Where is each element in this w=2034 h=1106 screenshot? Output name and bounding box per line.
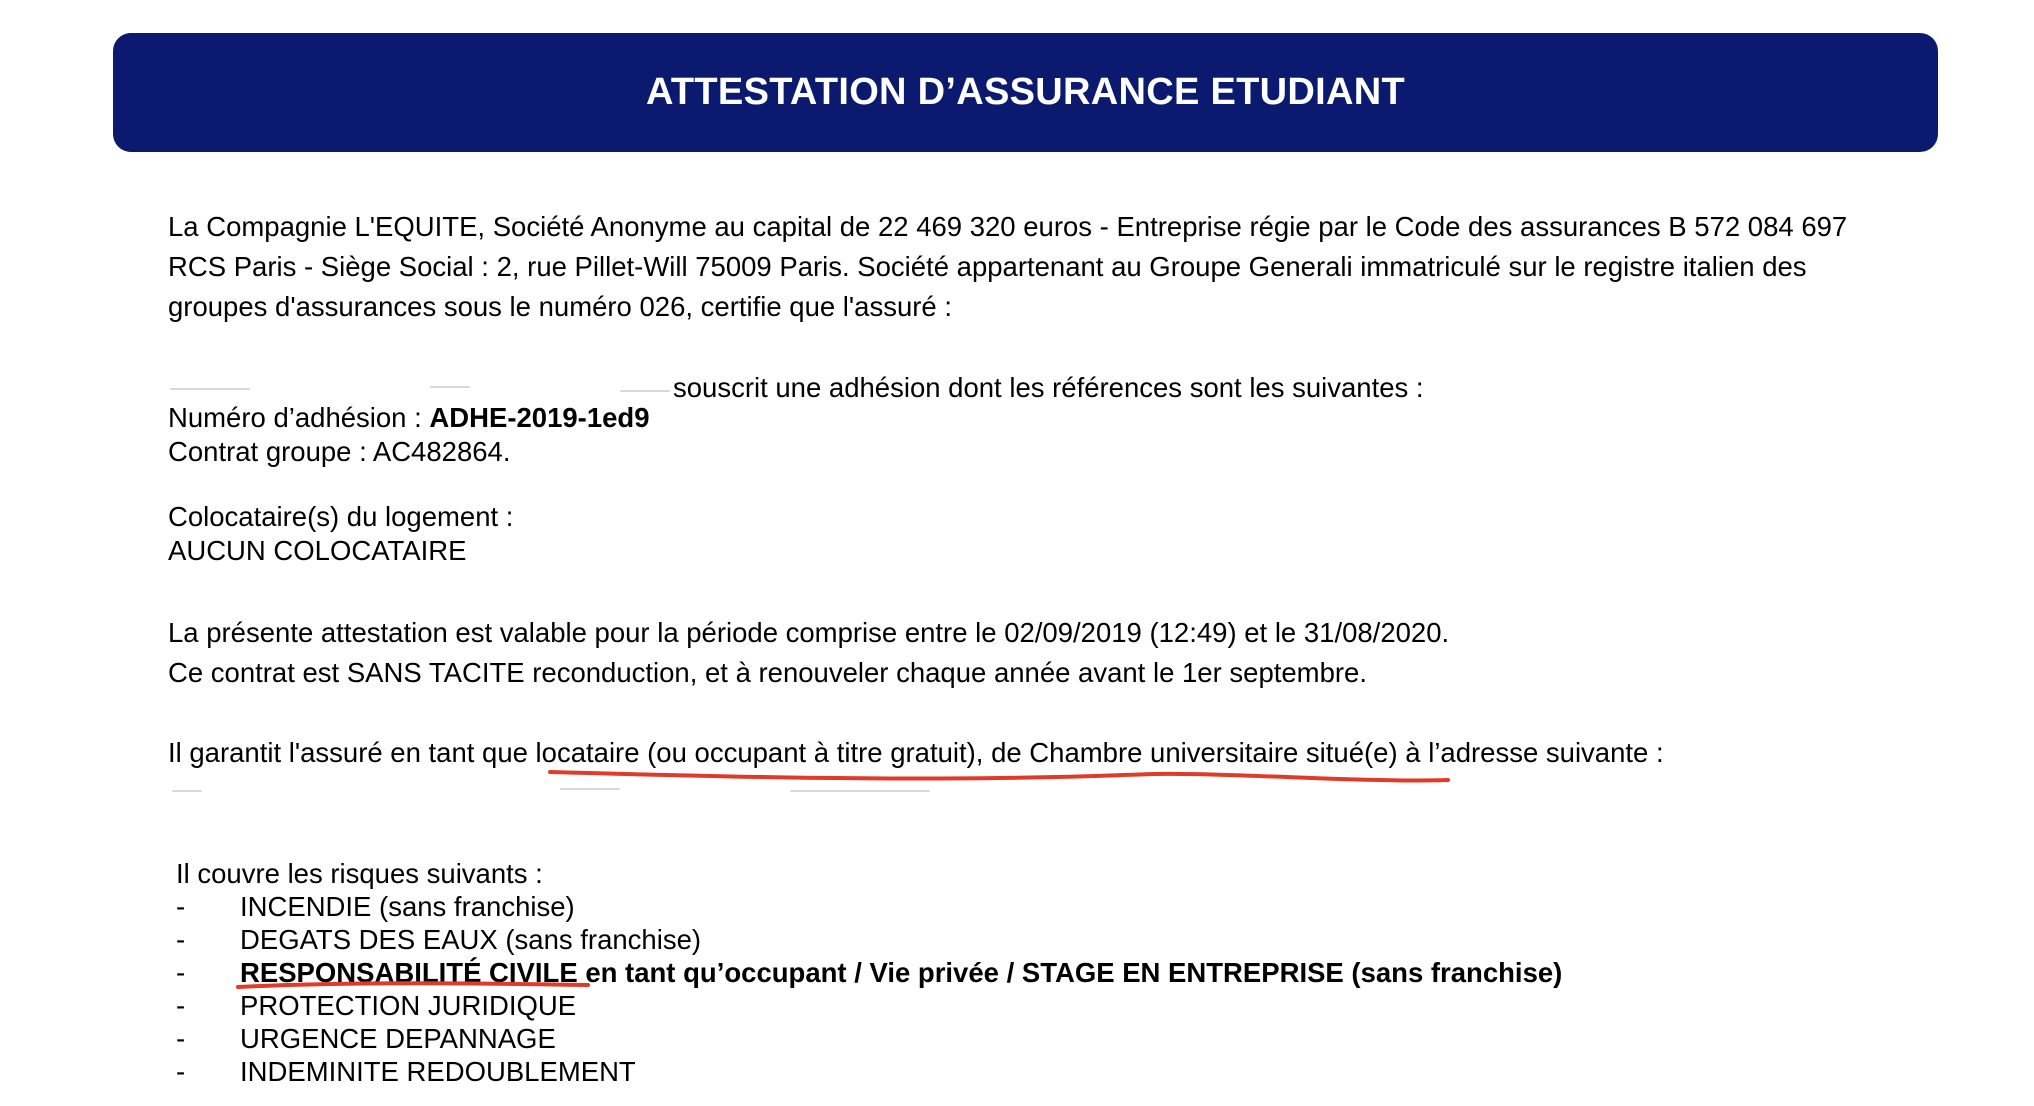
redacted-address — [790, 790, 930, 792]
roommates-value: AUCUN COLOCATAIRE — [168, 535, 467, 566]
list-item — [176, 890, 1562, 923]
list-item — [176, 1022, 1562, 1055]
risk-emergency-repair: URGENCE DEPANNAGE — [240, 1023, 556, 1054]
redaction-mark — [170, 388, 250, 390]
list-item — [176, 956, 1562, 989]
underline-annotation-accommodation — [550, 772, 1448, 780]
risk-civil-liability-detail: en tant qu’occupant / Vie privée / STAGE EN ENTREPRISE (sans franchise) — [577, 957, 1563, 988]
list-dash: - — [176, 957, 186, 988]
list-item — [176, 1055, 1562, 1088]
adhesion-number-label: Numéro d’adhésion : — [168, 402, 430, 433]
list-dash: - — [176, 990, 186, 1021]
contract-line: Contrat groupe : AC482864. — [168, 436, 511, 467]
validity-line-1: La présente attestation est valable pour la période comprise entre le 02/09/2019 (12:49) et le 31/08/2020. — [168, 617, 1450, 648]
risks-intro: Il couvre les risques suivants : — [176, 858, 543, 889]
risk-legal-protection: PROTECTION JURIDIQUE — [240, 990, 577, 1021]
risk-civil-liability: RESPONSABILITÉ CIVILE — [240, 957, 578, 988]
list-dash: - — [176, 891, 186, 922]
validity-line-2: Ce contrat est SANS TACITE reconduction, et à renouveler chaque année avant le 1er septembre. — [168, 657, 1367, 688]
adhesion-number-value: ADHE-2019-1ed9 — [429, 402, 650, 433]
roommates-label: Colocataire(s) du logement : — [168, 501, 514, 532]
intro-line-1: La Compagnie L'EQUITE, Société Anonyme au capital de 22 469 320 euros - Entreprise régie par le Code des assurances B 572 084 697 — [168, 211, 1848, 242]
list-item — [176, 923, 1562, 956]
risk-water-damage: DEGATS DES EAUX (sans franchise) — [240, 924, 702, 955]
list-dash: - — [176, 1056, 186, 1087]
redaction-mark — [430, 386, 470, 388]
intro-line-3: groupes d'assurances sous le numéro 026, certifie que l'assuré : — [168, 291, 952, 322]
guarantee-line: Il garantit l'assuré en tant que locataire (ou occupant à titre gratuit), de Chambre universitaire situé(e) à l’adresse suivante : — [168, 737, 1664, 768]
title-banner — [113, 33, 1938, 152]
redacted-address — [560, 788, 620, 790]
subscription-text: souscrit une adhésion dont les références sont les suivantes : — [673, 372, 1424, 403]
intro-line-2: RCS Paris - Siège Social : 2, rue Pillet-Will 75009 Paris. Société appartenant au Groupe Generali immatriculé sur le registre italien des — [168, 251, 1807, 282]
document-title: ATTESTATION D’ASSURANCE ETUDIANT — [645, 71, 1406, 113]
risk-repeat-year-indemnity: INDEMINITE REDOUBLEMENT — [240, 1056, 636, 1087]
list-dash: - — [176, 924, 186, 955]
list-item — [176, 989, 1562, 1022]
redacted-address — [172, 790, 202, 792]
adhesion-number-line — [168, 401, 650, 435]
list-dash: - — [176, 1023, 186, 1054]
redaction-mark — [620, 390, 670, 392]
risk-fire: INCENDIE (sans franchise) — [240, 891, 575, 922]
risks-list — [176, 857, 1562, 1088]
